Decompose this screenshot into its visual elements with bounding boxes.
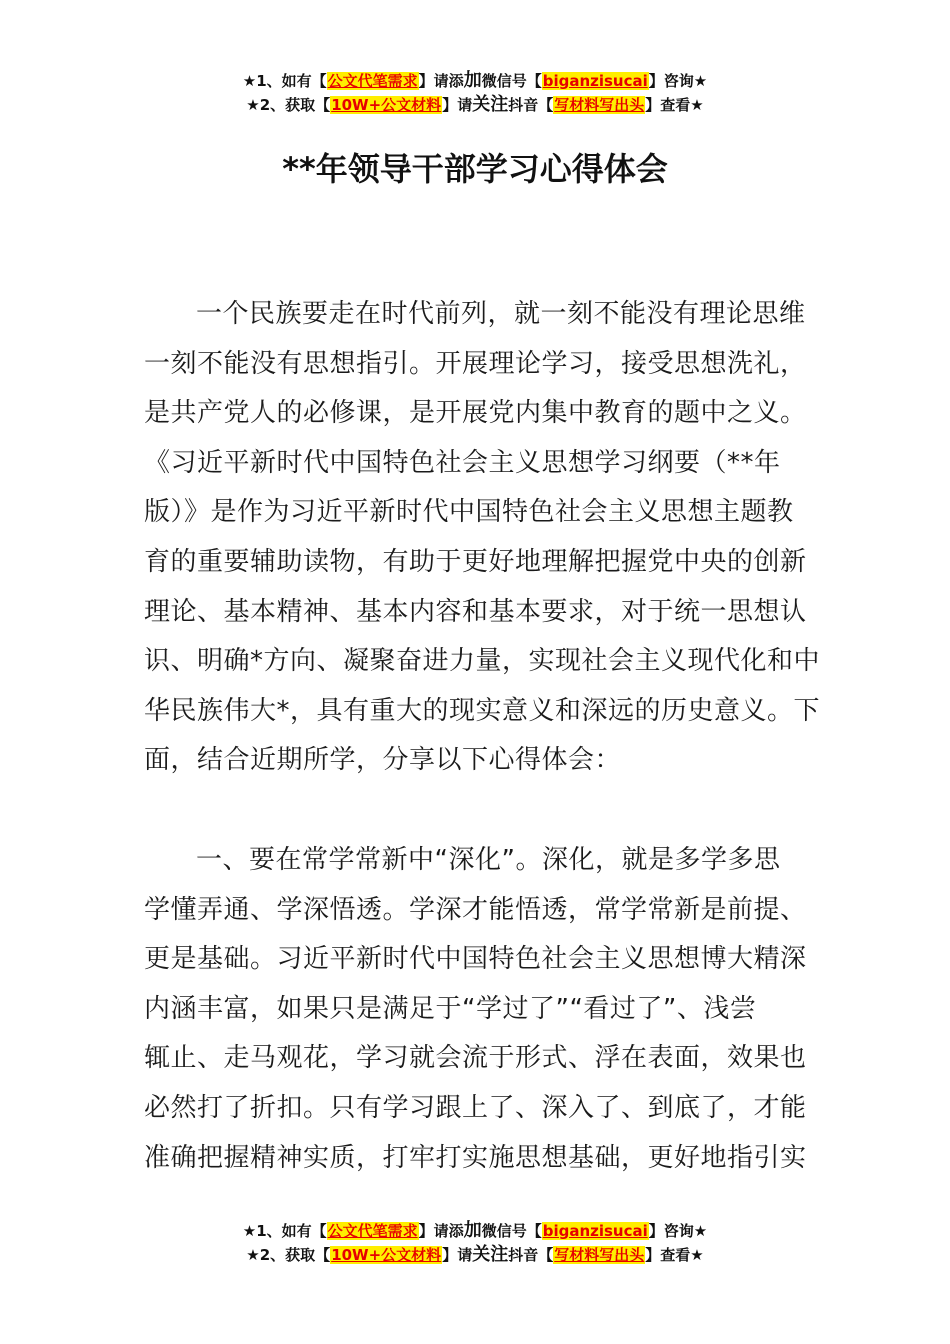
text-line: 更是基础。习近平新时代中国特色社会主义思想博大精深 xyxy=(144,944,807,975)
douyin-account-highlight: 写材料写出头 xyxy=(554,96,645,114)
banner-text: 】查看★ xyxy=(645,96,704,114)
text-line: 面，结合近期所学，分享以下心得体会： xyxy=(144,745,622,776)
banner-text: 抖音【 xyxy=(508,96,554,114)
text-line: 理论、基本精神、基本内容和基本要求，对于统一思想认 xyxy=(144,596,807,627)
service-highlight: 公文代笔需求 xyxy=(327,1222,418,1240)
banner-text: ★2、获取【 xyxy=(246,1246,331,1264)
banner-text: ★2、获取【 xyxy=(246,96,331,114)
text-line: 一个民族要走在时代前列，就一刻不能没有理论思维 xyxy=(196,299,806,329)
banner-text: 微信号【 xyxy=(481,1222,542,1240)
banner-line-2 xyxy=(0,93,950,117)
banner-text: 】请添 xyxy=(418,1222,464,1240)
paragraph-intro xyxy=(144,290,821,786)
banner-text: 抖音【 xyxy=(508,1246,554,1264)
header-banner xyxy=(0,69,950,117)
wechat-id-highlight: biganzisucai xyxy=(542,72,648,90)
banner-text: 】咨询★ xyxy=(648,1222,708,1240)
text-line: 准确把握精神实质，打牢打实施思想基础，更好地指引实 xyxy=(144,1142,807,1173)
douyin-account-highlight: 写材料写出头 xyxy=(554,1246,645,1264)
banner-line-1 xyxy=(0,1219,950,1243)
text-line: 必然打了折扣。只有学习跟上了、深入了、到底了，才能 xyxy=(144,1092,807,1123)
paragraph-section-one xyxy=(144,836,808,1183)
banner-text: ★1、如有【 xyxy=(242,72,327,90)
text-line: 内涵丰富，如果只是满足于“学过了”“看过了”、浅尝 xyxy=(144,993,757,1024)
text-line: 《习近平新时代中国特色社会主义思想学习纲要（**年 xyxy=(144,447,781,478)
text-line: 版）》是作为习近平新时代中国特色社会主义思想主题教 xyxy=(144,497,794,528)
banner-text: 】查看★ xyxy=(645,1246,704,1264)
materials-highlight: 10W+公文材料 xyxy=(331,1246,442,1264)
text-line: 一、要在常学常新中“深化”。深化，就是多学多思 xyxy=(196,845,781,875)
wechat-id-highlight: biganzisucai xyxy=(542,1222,648,1240)
text-line: 学懂弄通、学深悟透。学深才能悟透，常学常新是前提、 xyxy=(144,894,807,925)
text-line: 识、明确*方向、凝聚奋进力量，实现社会主义现代化和中 xyxy=(144,646,821,677)
banner-text: 】请 xyxy=(442,1246,473,1264)
banner-line-1 xyxy=(0,69,950,93)
banner-text: 】咨询★ xyxy=(648,72,708,90)
document-title: **年领导干部学习心得体会 xyxy=(282,150,668,188)
text-line: 辄止、走马观花，学习就会流于形式、浮在表面，效果也 xyxy=(144,1043,807,1074)
banner-emphasis: 关注 xyxy=(472,94,509,115)
banner-text: 】请添 xyxy=(418,72,464,90)
banner-text: 】请 xyxy=(442,96,473,114)
banner-text: 微信号【 xyxy=(481,72,542,90)
banner-emphasis: 加 xyxy=(463,1220,482,1241)
materials-highlight: 10W+公文材料 xyxy=(331,96,442,114)
text-line: 育的重要辅助读物，有助于更好地理解把握党中央的创新 xyxy=(144,546,807,577)
text-line: 一刻不能没有思想指引。开展理论学习，接受思想洗礼， xyxy=(144,348,807,379)
text-line: 是共产党人的必修课，是开展党内集中教育的题中之义。 xyxy=(144,398,807,429)
text-line: 华民族伟大*，具有重大的现实意义和深远的历史意义。下 xyxy=(144,695,821,726)
service-highlight: 公文代笔需求 xyxy=(327,72,418,90)
banner-line-2 xyxy=(0,1243,950,1267)
footer-banner xyxy=(0,1219,950,1267)
banner-text: ★1、如有【 xyxy=(242,1222,327,1240)
banner-emphasis: 关注 xyxy=(472,1244,509,1265)
banner-emphasis: 加 xyxy=(463,70,482,91)
